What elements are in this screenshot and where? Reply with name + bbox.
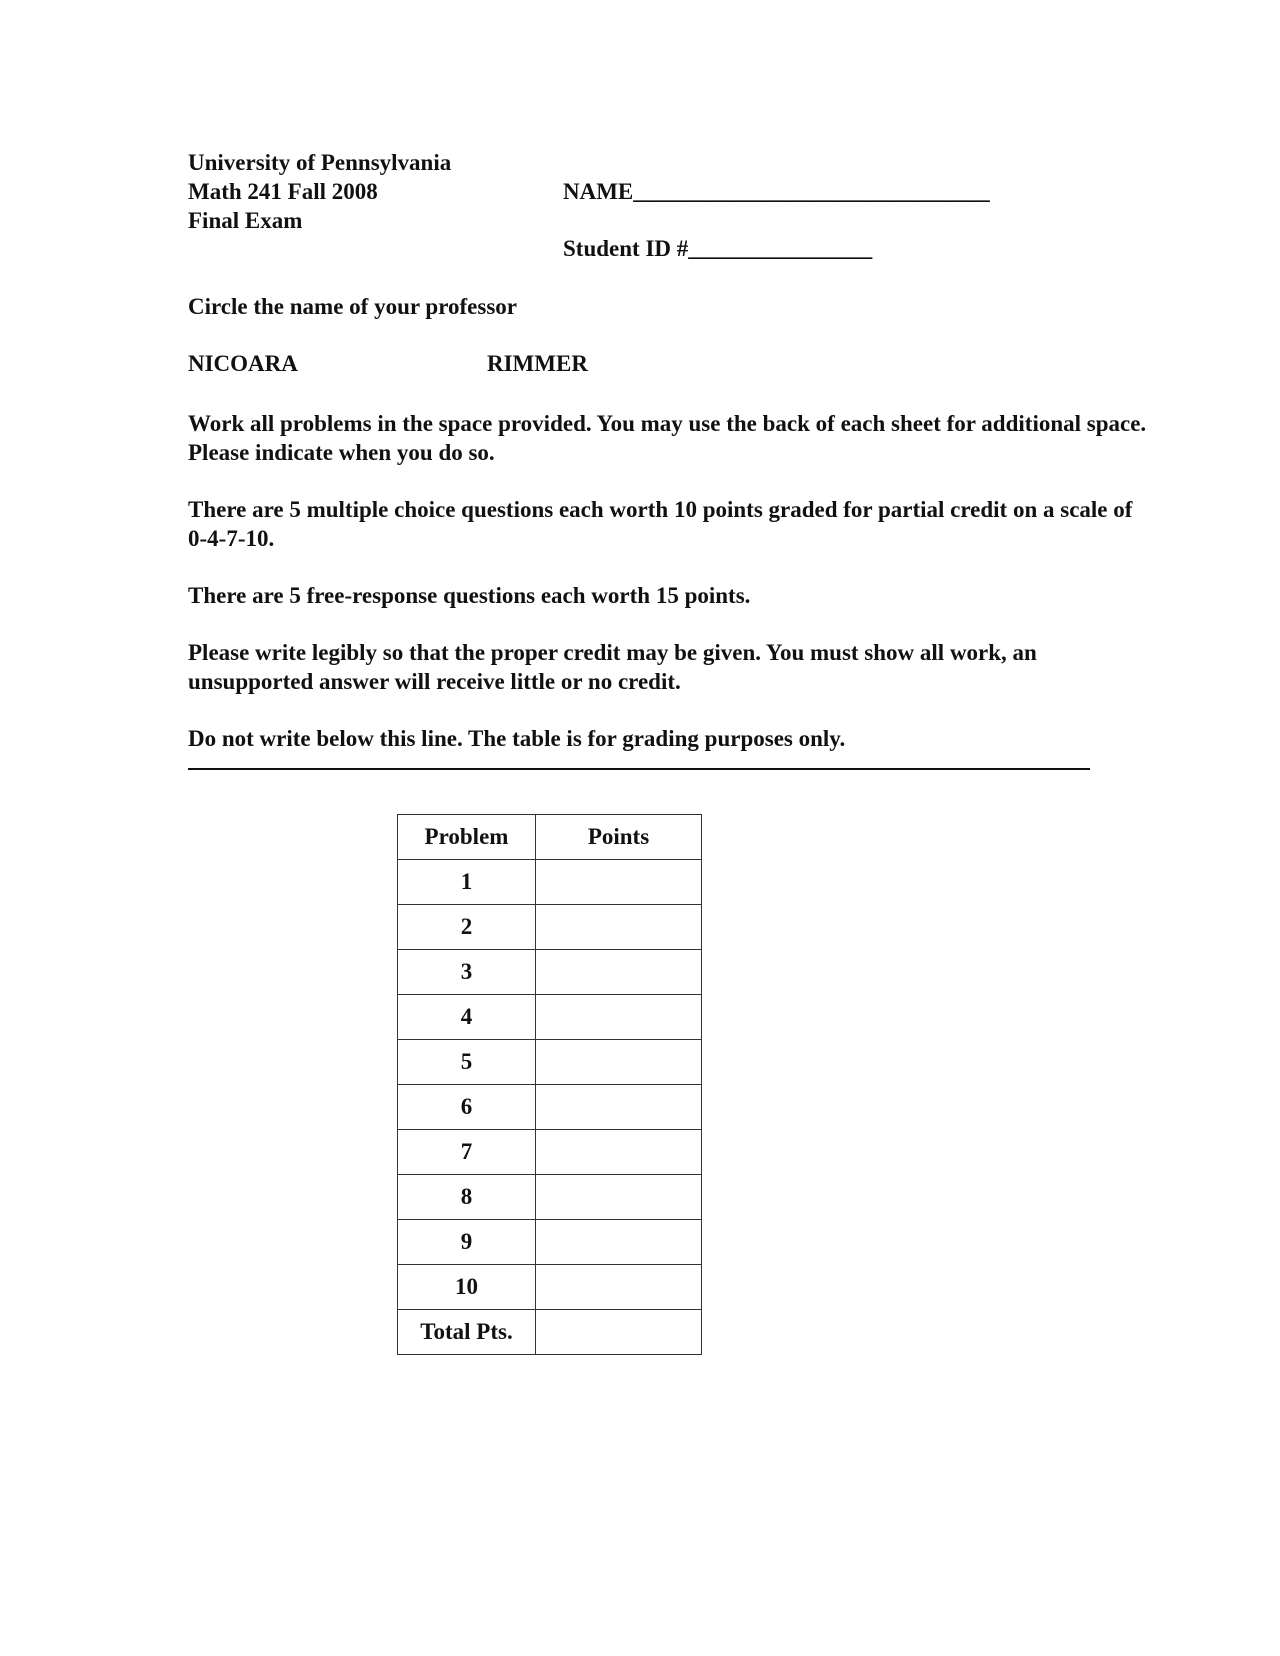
table-row bbox=[398, 1220, 702, 1265]
table-row bbox=[398, 950, 702, 995]
table-row bbox=[398, 1130, 702, 1175]
problem-cell: 5 bbox=[398, 1040, 536, 1085]
points-cell[interactable] bbox=[536, 995, 702, 1040]
instruction-legibility: Please write legibly so that the proper credit may be given. You must show all work, an unsupported answer will receive little or no credit. bbox=[188, 640, 1037, 694]
table-row bbox=[398, 860, 702, 905]
problem-cell: 3 bbox=[398, 950, 536, 995]
problem-cell: 9 bbox=[398, 1220, 536, 1265]
table-row bbox=[398, 1265, 702, 1310]
instruction-multiple-choice: There are 5 multiple choice questions each worth 10 points graded for partial credit on a scale of 0-4-7-10. bbox=[188, 497, 1133, 551]
instruction-free-response: There are 5 free-response questions each worth 15 points. bbox=[188, 583, 751, 608]
grading-table bbox=[397, 814, 702, 1355]
points-cell[interactable] bbox=[536, 950, 702, 995]
points-cell[interactable] bbox=[536, 860, 702, 905]
professor-instruction: Circle the name of your professor bbox=[188, 294, 517, 319]
table-row-total bbox=[398, 1310, 702, 1355]
table-row bbox=[398, 1175, 702, 1220]
professor-option-nicoara[interactable]: NICOARA bbox=[188, 351, 298, 376]
problem-cell: 1 bbox=[398, 860, 536, 905]
problem-cell: 6 bbox=[398, 1085, 536, 1130]
header-points: Points bbox=[536, 815, 702, 860]
student-id-field[interactable]: Student ID #________________ bbox=[563, 236, 873, 261]
points-cell[interactable] bbox=[536, 1175, 702, 1220]
table-row bbox=[398, 905, 702, 950]
instruction-work-space: Work all problems in the space provided. You may use the back of each sheet for additional space. Please indicate when you do so. bbox=[188, 411, 1147, 465]
table-row bbox=[398, 995, 702, 1040]
problem-cell: 2 bbox=[398, 905, 536, 950]
divider-line bbox=[188, 768, 1090, 770]
table-row bbox=[398, 1040, 702, 1085]
university-name: University of Pennsylvania bbox=[188, 150, 452, 175]
points-cell[interactable] bbox=[536, 1265, 702, 1310]
grading-table-header-row bbox=[398, 815, 702, 860]
points-cell[interactable] bbox=[536, 1085, 702, 1130]
points-cell[interactable] bbox=[536, 1040, 702, 1085]
total-points-cell[interactable] bbox=[536, 1310, 702, 1355]
header-problem: Problem bbox=[398, 815, 536, 860]
points-cell[interactable] bbox=[536, 905, 702, 950]
total-label-cell: Total Pts. bbox=[398, 1310, 536, 1355]
course-title: Math 241 Fall 2008 bbox=[188, 179, 378, 204]
instruction-do-not-write: Do not write below this line. The table is for grading purposes only. bbox=[188, 726, 846, 751]
name-field[interactable]: NAME_______________________________ bbox=[563, 179, 990, 204]
points-cell[interactable] bbox=[536, 1220, 702, 1265]
problem-cell: 4 bbox=[398, 995, 536, 1040]
table-row bbox=[398, 1085, 702, 1130]
exam-title: Final Exam bbox=[188, 208, 303, 233]
points-cell[interactable] bbox=[536, 1130, 702, 1175]
problem-cell: 8 bbox=[398, 1175, 536, 1220]
problem-cell: 7 bbox=[398, 1130, 536, 1175]
professor-option-rimmer[interactable]: RIMMER bbox=[487, 351, 588, 376]
problem-cell: 10 bbox=[398, 1265, 536, 1310]
